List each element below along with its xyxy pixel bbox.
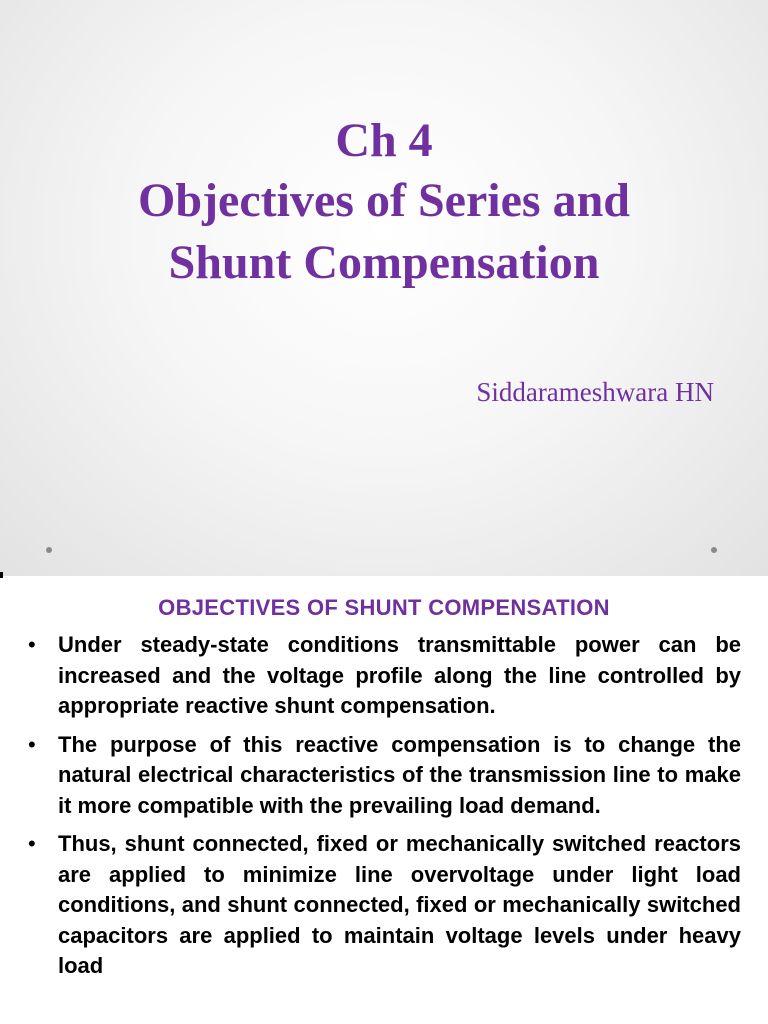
title-line-compensation: Shunt Compensation [168, 236, 600, 289]
section-heading: OBJECTIVES OF SHUNT COMPENSATION [158, 595, 610, 620]
author-name: Siddarameshwara HN [476, 377, 714, 407]
bullet-item [0, 630, 768, 722]
bullet-item [0, 829, 768, 982]
bullet-marker: • [28, 632, 36, 657]
title-line-objectives: Objectives of Series and [138, 174, 630, 227]
bullet-list [0, 630, 768, 982]
slide-dot-right [711, 547, 717, 553]
bullet-text: The purpose of this reactive compensation is to change the natural electrical characteristics of the transmission line to make it more compatible with the prevailing load demand. [58, 731, 741, 818]
bullet-item [0, 730, 768, 822]
bullet-text: Under steady-state conditions transmittable power can be increased and the voltage profile along the line controlled by appropriate reactive shunt compensation. [58, 632, 741, 718]
bullet-text: Thus, shunt connected, fixed or mechanically switched reactors are applied to minimize line overvoltage under light load conditions, and shunt connected, fixed or mechanically switched capacitors are applied to maintain voltage levels under heavy load [58, 831, 741, 978]
bullet-marker: • [28, 731, 36, 757]
slide-dot-left [46, 547, 52, 553]
bullet-marker: • [28, 831, 36, 856]
title-chapter: Ch 4 [335, 114, 433, 167]
page-edge-mark [0, 572, 3, 578]
